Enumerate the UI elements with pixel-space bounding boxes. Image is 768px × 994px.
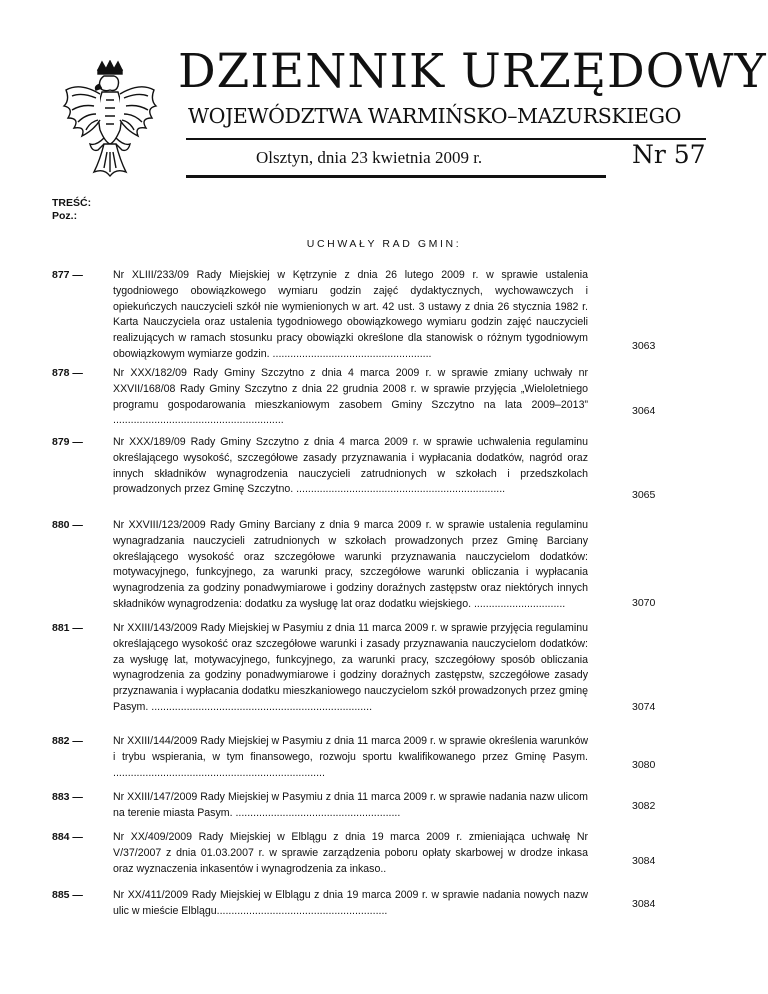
entry-page: 3084: [632, 898, 656, 910]
entry-text: Nr XLIII/233/09 Rady Miejskiej w Kętrzynie z dnia 26 lutego 2009 r. w sprawie ustalenia tygodniowego obowiązkowego wymiaru godzin zajęć dydaktycznych, wychowawczych i opiekuńczych nauczycieli szkół nie wymienionych w art. 42 ust. 3 ustawy z dnia 26 stycznia 1982 r. Karta Nauczyciela oraz ustalenia tygodniowego obowiązkowego wymiaru godzin zajęć nauczycieli realizujących w ramach stosunku pracy obowiązki określone dla stanowisk o różnym tygodniowym obowiązkowym wymiarze godzin. ......................................................: [113, 269, 588, 360]
section-heading: UCHWAŁY RAD GMIN:: [306, 238, 462, 250]
entry-text: Nr XXX/182/09 Rady Gminy Szczytno z dnia 4 marca 2009 r. w sprawie zmiany uchwały nr XXVII/168/08 Rady Gminy Szczytno z dnia 22 grudnia 2008 r. w sprawie przyjęcia „Wieloletniego programu gospodarowania mieszkaniowym zasobem Gminy Szczytno na lata 2009–2013” ..........................................................: [113, 367, 588, 427]
entry-number: 878 —: [52, 367, 83, 379]
entry-page: 3063: [632, 340, 656, 352]
entry-number: 885 —: [52, 889, 83, 901]
publication-title: DZIENNIK URZĘDOWY: [178, 44, 767, 99]
entry-number: 884 —: [52, 831, 83, 843]
toc-labels: [52, 197, 91, 223]
entry-text: Nr XXIII/147/2009 Rady Miejskiej w Pasymiu z dnia 11 marca 2009 r. w sprawie nadania nazw ulicom na terenie miasta Pasym. ........................................................: [113, 791, 588, 819]
entry-number: 882 —: [52, 735, 83, 747]
entry-page: 3064: [632, 405, 656, 417]
entry-text: Nr XXVIII/123/2009 Rady Gminy Barciany z dnia 9 marca 2009 r. w sprawie ustalenia regulaminu wynagradzania nauczycieli zatrudnionych w szkołach prowadzonych przez Gminę Barciany określającego wysokość oraz szczegółowe warunki przyznawania nauczycielom dodatków: motywacyjnego, funkcyjnego, za warunki pracy, szczegółowe warunki obliczania i wypłacania wynagrodzenia za godziny ponadwymiarowe i godziny doraźnych zastępstw oraz niektórych innych składników wynagrodzenia: dodatku za wysługę lat oraz dodatku wiejskiego. ...............................: [113, 519, 588, 610]
issue-dateline: Olsztyn, dnia 23 kwietnia 2009 r.: [256, 148, 483, 167]
white-eagle-emblem-icon: [60, 60, 160, 178]
header-rule-top: [186, 138, 706, 140]
entry-text: Nr XX/411/2009 Rady Miejskiej w Elblągu z dnia 19 marca 2009 r. w sprawie nadania nowych nazw ulic w mieście Elblągu..........................................................: [113, 889, 588, 917]
entry-text: Nr XXIII/144/2009 Rady Miejskiej w Pasymiu z dnia 11 marca 2009 r. w sprawie określenia warunków i trybu wspierania, w tym finansowego, rozwoju sportu kwalifikowanego przez Gminę Pasym. ........................................................................: [113, 735, 588, 779]
publication-subtitle: WOJEWÓDZTWA WARMIŃSKO–MAZURSKIEGO: [188, 104, 681, 128]
entry-page: 3074: [632, 701, 656, 713]
entry-number: 880 —: [52, 519, 83, 531]
header-rule-bottom: [186, 175, 606, 178]
entry-page: 3065: [632, 489, 656, 501]
entry-page: 3082: [632, 800, 656, 812]
entry-number: 879 —: [52, 436, 83, 448]
entry-number: 877 —: [52, 269, 83, 281]
poz-label: Poz.:: [52, 210, 78, 222]
entry-text: Nr XX/409/2009 Rady Miejskiej w Elblągu z dnia 19 marca 2009 r. zmieniająca uchwałę Nr V/37/2007 z dnia 01.03.2007 r. w sprawie zarządzenia poboru opłaty skarbowej w drodze inkasa oraz wyznaczenia inkasentów i wynagrodzenia za inkaso..: [113, 831, 588, 875]
entry-page: 3084: [632, 855, 656, 867]
entry-page: 3070: [632, 597, 656, 609]
issue-number: Nr 57: [632, 140, 706, 169]
entry-number: 883 —: [52, 791, 83, 803]
entry-page: 3080: [632, 759, 656, 771]
entry-text: Nr XXIII/143/2009 Rady Miejskiej w Pasymiu z dnia 11 marca 2009 r. w sprawie przyjęcia regulaminu określającego wysokość oraz szczegółowe warunki i zasady przyznawania nauczycielom dodatków: za wysługę lat, motywacyjnego, funkcyjnego, za warunki pracy, szczegółowy sposób obliczania wynagrodzenia za godziny ponadwymiarowe i godziny doraźnych zastępstw, szczegółowe zasady przyznawania i wypłacania dodatku mieszkaniowego nauczycielom szkół prowadzonych przez gminę Pasym. ...........................................................................: [113, 622, 588, 713]
entry-text: Nr XXX/189/09 Rady Gminy Szczytno z dnia 4 marca 2009 r. w sprawie uchwalenia regulaminu określającego wysokość, szczegółowe zasady przyznawania i wypłacania dodatków, nagród oraz innych składników wynagrodzenia nauczycieli zatrudnionych w szkołach i przedszkolach prowadzonych przez Gminę Szczytno. .......................................................................: [113, 436, 588, 496]
entry-number: 881 —: [52, 622, 83, 634]
tresc-label: TREŚĆ:: [52, 197, 92, 209]
